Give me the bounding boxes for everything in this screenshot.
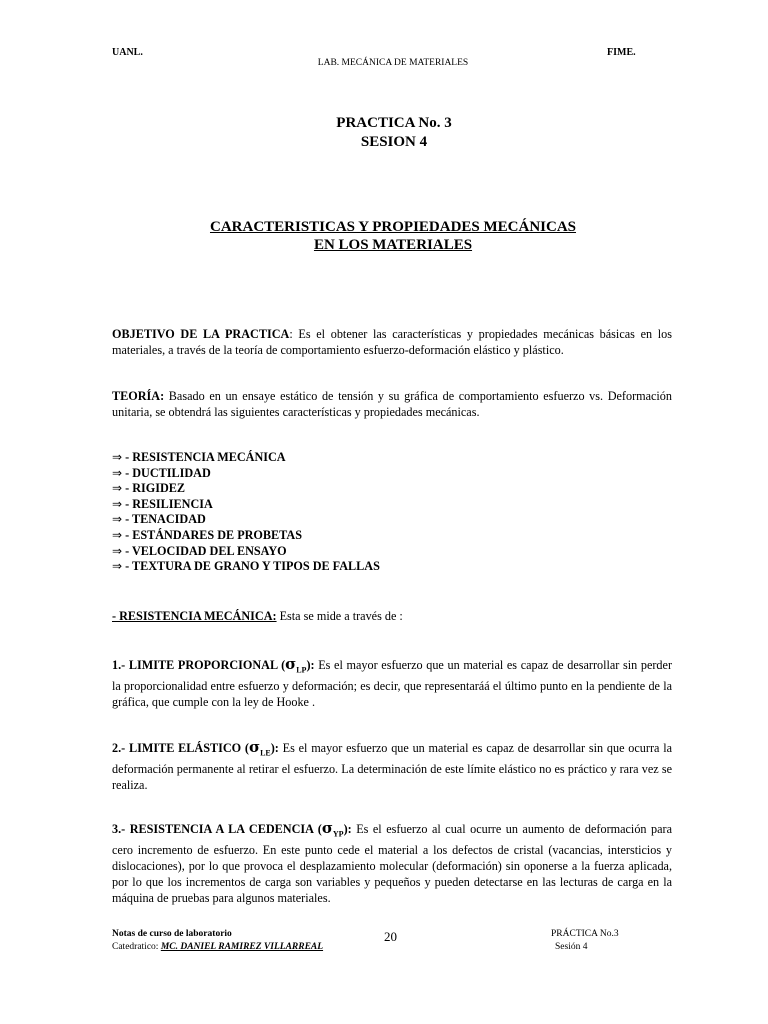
implies-arrow-icon: ⇒ [112, 481, 123, 496]
main-title-line2: EN LOS MATERIALES [313, 237, 473, 253]
implies-arrow-icon: ⇒ [112, 527, 123, 542]
section-label: 2.- LIMITE ELÁSTICO ( [112, 741, 249, 755]
footer-instructor: MC. DANIEL RAMIREZ VILLARREAL [160, 942, 324, 952]
page-number: 20 [384, 929, 397, 944]
theory-label: TEORÍA: [112, 389, 165, 403]
resistance-heading-text: Esta se mide a través de : [276, 609, 403, 623]
objective-paragraph [112, 326, 672, 358]
list-item: ⇒ - ESTÁNDARES DE PROBETAS [112, 527, 302, 542]
resistance-heading [112, 608, 672, 624]
main-title-line1: CARACTERISTICAS Y PROPIEDADES MECÁNICAS [209, 219, 577, 235]
resistance-heading-label: - RESISTENCIA MECÁNICA: [112, 609, 277, 623]
theory-text: Basado en un ensaye estático de tensión y su gráfica de comportamiento esfuerzo vs. Deformación unitaria, se obtendrá las siguientes características y propiedades mecánicas. [112, 389, 672, 419]
properties-list [112, 450, 380, 575]
implies-arrow-icon: ⇒ [112, 512, 123, 527]
sigma-symbol: σ [321, 819, 333, 837]
list-item: ⇒ - RESILIENCIA [112, 496, 213, 511]
sigma-subscript: LP [296, 665, 307, 675]
footer-practice: PRÁCTICA No.3 [551, 929, 619, 939]
list-item: ⇒ - TENACIDAD [112, 512, 206, 527]
footer-instructor-label: Catedratico: [112, 942, 161, 952]
header-center: LAB. MECÁNICA DE MATERIALES [317, 58, 469, 68]
section-text: Es el mayor esfuerzo que un material es capaz de desarrollar sin perder la proporcionalidad entre esfuerzo y deformación; es decir, que representaráá el último punto en la pendiente de la gráfica, que cumple con la ley de Hooke . [112, 658, 672, 710]
sigma-symbol: σ [285, 655, 297, 673]
practice-session: SESION 4 [360, 134, 428, 150]
implies-arrow-icon: ⇒ [112, 465, 123, 480]
section-proportional-limit: 1.- LIMITE PROPORCIONAL $(\sigma_{LP})$: Es el mayor esfuerzo que un material es capaz de desarrollar sin perder la proporcionalidad entre esfuerzo y deformación; es decir, que representaráá el último punto en la pendiente de la gráfica, que cumple con la ley de Hooke . [112, 655, 672, 710]
header-right: FIME. [607, 47, 636, 58]
sigma-symbol: σ [249, 738, 261, 756]
sigma-subscript: LE [260, 748, 271, 758]
practice-number: PRACTICA No. 3 [336, 115, 452, 131]
section-label: 1.- LIMITE PROPORCIONAL ( [112, 658, 286, 672]
footer-session: Sesión 4 [555, 942, 588, 952]
list-item: ⇒ - VELOCIDAD DEL ENSAYO [112, 543, 287, 558]
list-item: ⇒ - TEXTURA DE GRANO Y TIPOS DE FALLAS [112, 559, 380, 574]
implies-arrow-icon: ⇒ [112, 559, 123, 574]
section-text: Es el esfuerzo al cual ocurre un aumento de deformación para cero incremento de esfuerzo. En este punto cede el material a los defectos de cristal (vacancias, intersticios y dislocaciones), por lo que provoca el desplazamiento molecular (deformación) sin oponerse a la fuerza aplicada, por lo que los incrementos de carga son variables y pequeños y pueden detectarse en las lecturas de carga en la máquina de pruebas para algunos materiales. [112, 822, 672, 906]
objective-label: OBJETIVO DE LA PRACTICA [112, 327, 290, 341]
objective-text: : Es el obtener las características y propiedades mecánicas básicas en los materiales, a través de la teoría de comportamiento esfuerzo-deformación elástico y plástico. [112, 327, 672, 357]
footer-instructor-line [112, 942, 323, 952]
section-label: 3.- RESISTENCIA A LA CEDENCIA ( [112, 822, 322, 836]
sigma-subscript: YP [332, 829, 344, 839]
section-elastic-limit: 2.- LIMITE ELÁSTICO $(\sigma_{LE})$: Es el mayor esfuerzo que un material es capaz de desarrollar sin que ocurra la deformación permanente al retirar el esfuerzo. La determinación de este límite elástico no es práctico y rara vez se realiza. [112, 738, 673, 793]
implies-arrow-icon: ⇒ [112, 496, 123, 511]
list-item: ⇒ - DUCTILIDAD [112, 465, 211, 480]
section-text: Es el mayor esfuerzo que un material es capaz de desarrollar sin que ocurra la deformación permanente al retirar el esfuerzo. La determinación de este límite elástico no es práctico y rara vez se realiza. [112, 741, 673, 793]
implies-arrow-icon: ⇒ [112, 450, 123, 464]
section-yield-strength: 3.- RESISTENCIA A LA CEDENCIA $(\sigma_{YP})$: Es el esfuerzo al cual ocurre un aumento de deformación para cero incremento de esfuerzo. En este punto cede el material a los defectos de cristal (vacancias, intersticios y dislocaciones), por lo que provoca el desplazamiento molecular (deformación) sin oponerse a la fuerza aplicada, por lo que los incrementos de carga son variables y pequeños y pueden detectarse en las lecturas de carga en la máquina de pruebas para algunos materiales. [112, 819, 672, 906]
footer-notes: Notas de curso de laboratorio [112, 929, 232, 939]
implies-arrow-icon: ⇒ [112, 543, 123, 558]
theory-paragraph [112, 388, 672, 420]
list-item: ⇒ - RESISTENCIA MECÁNICA [112, 450, 286, 464]
header-left: UANL. [112, 47, 143, 58]
list-item: ⇒ - RIGIDEZ [112, 481, 186, 496]
